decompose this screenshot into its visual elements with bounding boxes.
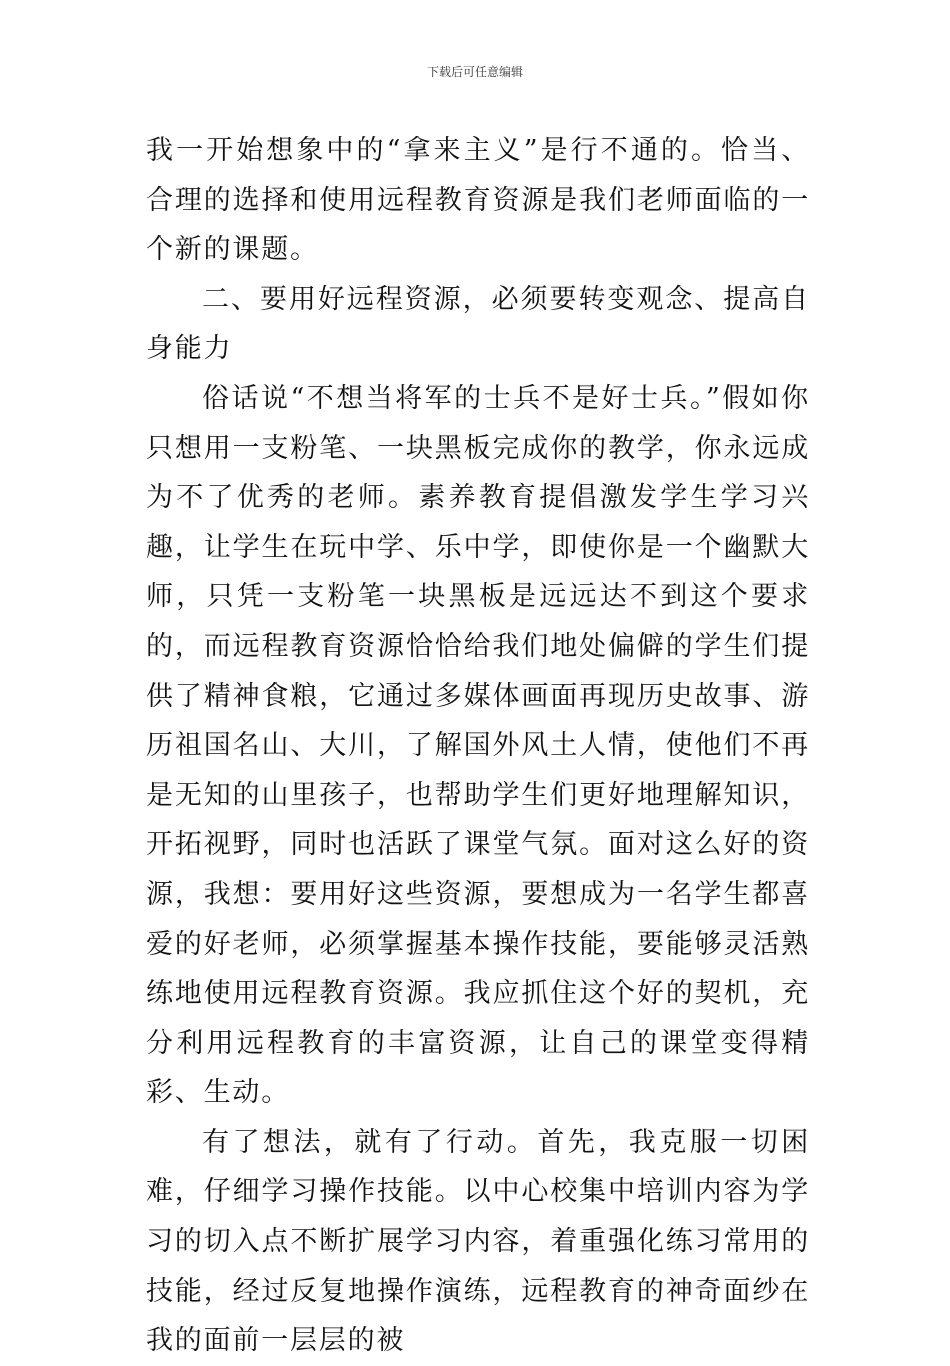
page-header-note: 下载后可任意编辑 bbox=[426, 65, 523, 79]
paragraph-action: 有了想法，就有了行动。首先，我克服一切困难，仔细学习操作技能。以中心校集中培训内容为学习的切入点不断扩展学习内容，着重强化练习常用的技能，经过反复地操作演练，远程教育的神奇面纱在我的面前一层层的被 bbox=[146, 1126, 810, 1357]
document-body bbox=[146, 126, 810, 1366]
paragraph-continuation: 我一开始想象中的“拿来主义”是行不通的。恰当、合理的选择和使用远程教育资源是我们老师面临的一个新的课题。 bbox=[146, 135, 810, 266]
section-heading: 二、要用好远程资源，必须要转变观念、提高自身能力 bbox=[146, 283, 810, 365]
paragraph-proverb: 俗话说“不想当将军的士兵不是好士兵。”假如你只想用一支粉笔、一块黑板完成你的教学，你永远成为不了优秀的老师。素养教育提倡激发学生学习兴趣，让学生在玩中学、乐中学，即使你是一个幽默大师，只凭一支粉笔一块黑板是远远达不到这个要求的，而远程教育资源恰恰给我们地处偏僻的学生们提供了精神食粮，它通过多媒体画面再现历史故事、游历祖国名山、大川，了解国外风土人情，使他们不再是无知的山里孩子，也帮助学生们更好地理解知识，开拓视野，同时也活跃了课堂气氛。面对这么好的资源，我想：要用好这些资源，要想成为一名学生都喜爱的好老师，必须掌握基本操作技能，要能够灵活熟练地使用远程教育资源。我应抓住这个好的契机，充分利用远程教育的丰富资源，让自己的课堂变得精彩、生动。 bbox=[146, 382, 810, 1109]
